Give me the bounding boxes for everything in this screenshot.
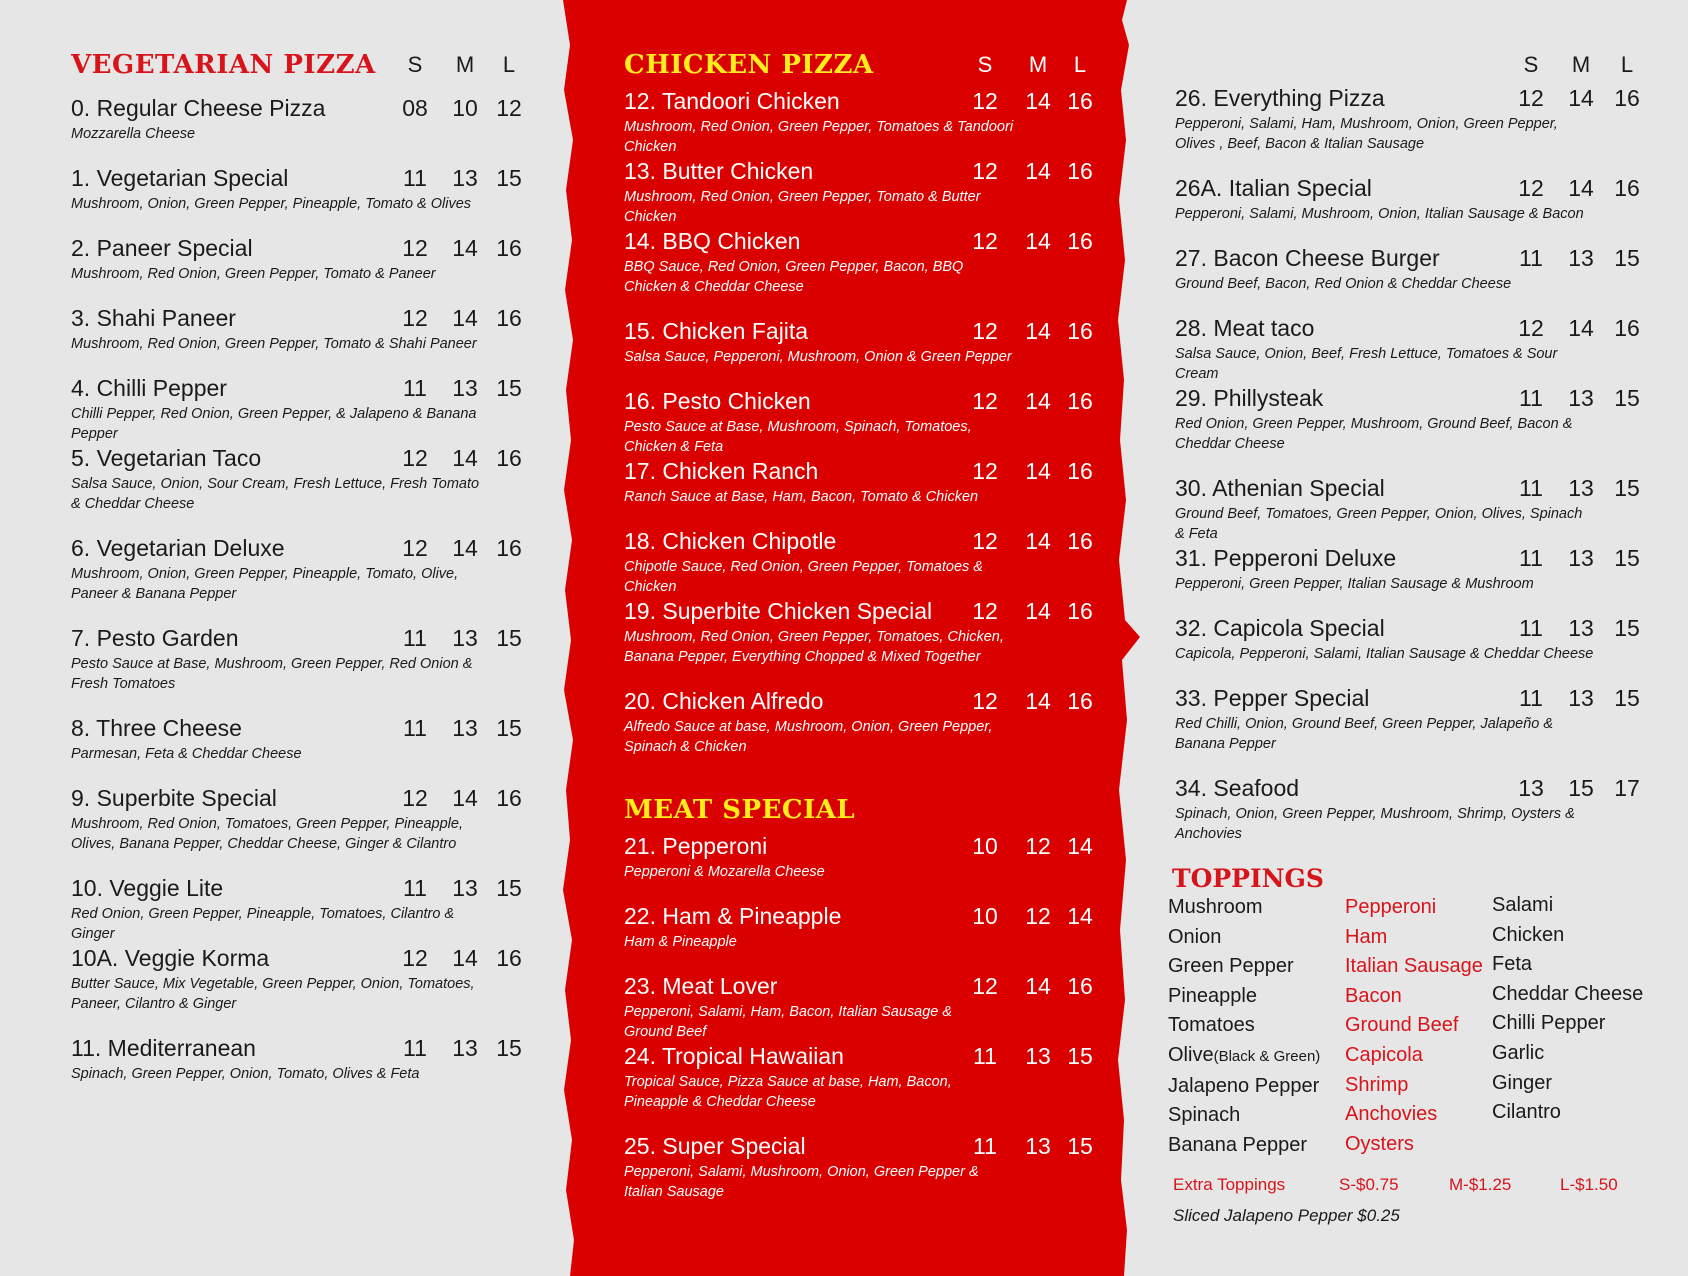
size-label-s: S bbox=[407, 52, 423, 77]
price-medium: 14 bbox=[1025, 388, 1051, 414]
item-name: 5. Vegetarian Taco bbox=[71, 445, 262, 471]
item-description: Mushroom, Red Onion, Green Pepper, Tomatoes & Tandoori Chicken bbox=[624, 119, 1014, 155]
item-description: Ground Beef, Bacon, Red Onion & Cheddar Cheese bbox=[1175, 276, 1512, 292]
price-medium: 13 bbox=[452, 875, 478, 901]
price-small: 10 bbox=[972, 833, 998, 859]
extra-price-small: S-$0.75 bbox=[1339, 1175, 1399, 1194]
item-name: 18. Chicken Chipotle bbox=[624, 528, 837, 554]
price-large: 15 bbox=[1614, 475, 1640, 501]
item-description: Pepperoni, Salami, Mushroom, Onion, Italian Sausage & Bacon bbox=[1175, 206, 1584, 222]
item-description: Alfredo Sauce at base, Mushroom, Onion, Green Pepper, Spinach & Chicken bbox=[624, 719, 993, 755]
topping-label: Olive bbox=[1168, 1043, 1214, 1066]
topping-label: Onion bbox=[1168, 925, 1222, 948]
price-large: 16 bbox=[496, 305, 522, 331]
item-name: 14. BBQ Chicken bbox=[624, 228, 801, 254]
topping-label: Pepperoni bbox=[1345, 896, 1437, 918]
price-medium: 12 bbox=[1025, 903, 1051, 929]
topping-label: Pineapple bbox=[1168, 984, 1257, 1007]
price-large: 15 bbox=[496, 715, 522, 741]
topping-item bbox=[1492, 980, 1643, 1010]
price-small: 11 bbox=[403, 165, 427, 191]
item-description: Pepperoni, Salami, Ham, Mushroom, Onion, Green Pepper, Olives , Beef, Bacon & Italian Sausage bbox=[1175, 116, 1558, 152]
item-description: Pepperoni, Salami, Ham, Bacon, Italian Sausage & Ground Beef bbox=[624, 1004, 953, 1040]
toppings-column-2 bbox=[1345, 893, 1483, 1159]
item-name: 32. Capicola Special bbox=[1175, 615, 1385, 641]
item-name: 20. Chicken Alfredo bbox=[624, 688, 824, 714]
price-small: 11 bbox=[1519, 545, 1543, 571]
price-large: 16 bbox=[1067, 598, 1093, 624]
price-medium: 14 bbox=[1025, 688, 1051, 714]
price-small: 12 bbox=[402, 305, 428, 331]
topping-item bbox=[1492, 1009, 1643, 1039]
topping-label: Tomatoes bbox=[1168, 1014, 1255, 1037]
item-name: 34. Seafood bbox=[1175, 775, 1300, 801]
item-name: 24. Tropical Hawaiian bbox=[624, 1043, 844, 1069]
price-large: 16 bbox=[1067, 528, 1093, 554]
price-medium: 14 bbox=[1025, 88, 1051, 114]
topping-label: Oysters bbox=[1345, 1132, 1414, 1155]
topping-item bbox=[1492, 921, 1643, 951]
item-description: Ranch Sauce at Base, Ham, Bacon, Tomato & Chicken bbox=[624, 489, 979, 505]
toppings-column-1 bbox=[1168, 893, 1320, 1160]
item-name: 28. Meat taco bbox=[1175, 315, 1315, 341]
price-large: 16 bbox=[1067, 158, 1093, 184]
price-small: 12 bbox=[972, 158, 998, 184]
price-large: 15 bbox=[1067, 1133, 1093, 1159]
price-medium: 14 bbox=[452, 945, 478, 971]
topping-label: Garlic bbox=[1492, 1041, 1545, 1064]
topping-item bbox=[1168, 1011, 1320, 1041]
price-small: 11 bbox=[403, 375, 427, 401]
price-medium: 14 bbox=[1568, 85, 1594, 111]
price-medium: 14 bbox=[452, 235, 478, 261]
item-name: 23. Meat Lover bbox=[624, 973, 778, 999]
topping-label: Salami bbox=[1492, 894, 1554, 916]
item-description: Salsa Sauce, Onion, Sour Cream, Fresh Lettuce, Fresh Tomato & Cheddar Cheese bbox=[71, 476, 480, 512]
price-small: 11 bbox=[403, 715, 427, 741]
topping-label: Ham bbox=[1345, 925, 1388, 948]
topping-label: Banana Pepper bbox=[1168, 1133, 1308, 1156]
specials-header bbox=[1175, 50, 1645, 90]
price-large: 14 bbox=[1067, 903, 1093, 929]
price-small: 12 bbox=[972, 88, 998, 114]
topping-item bbox=[1168, 893, 1320, 923]
topping-item bbox=[1168, 923, 1320, 953]
extra-toppings-label: Extra Toppings bbox=[1173, 1175, 1286, 1194]
topping-item bbox=[1345, 923, 1483, 953]
item-name: 19. Superbite Chicken Special bbox=[624, 598, 933, 624]
item-description: Chilli Pepper, Red Onion, Green Pepper, & Jalapeno & Banana Pepper bbox=[71, 406, 477, 442]
item-description: Pepperoni, Salami, Mushroom, Onion, Green Pepper & Italian Sausage bbox=[624, 1164, 979, 1200]
price-large: 16 bbox=[496, 785, 522, 811]
price-large: 15 bbox=[496, 625, 522, 651]
size-label-l: L bbox=[502, 52, 516, 77]
item-description: Salsa Sauce, Onion, Beef, Fresh Lettuce, Tomatoes & Sour Cream bbox=[1175, 346, 1558, 382]
price-medium: 13 bbox=[1568, 615, 1594, 641]
size-label-s: S bbox=[1523, 52, 1539, 77]
size-label-m: M bbox=[1028, 52, 1048, 77]
item-name: 30. Athenian Special bbox=[1175, 475, 1385, 501]
price-medium: 14 bbox=[1025, 973, 1051, 999]
price-medium: 14 bbox=[1025, 458, 1051, 484]
item-description: Mushroom, Red Onion, Green Pepper, Tomatoes, Chicken, Banana Pepper, Everything Chopped & Mixed Together bbox=[624, 629, 1004, 665]
topping-label: Cilantro bbox=[1492, 1101, 1561, 1124]
item-name: 3. Shahi Paneer bbox=[71, 305, 236, 331]
price-medium: 13 bbox=[452, 1035, 478, 1061]
topping-label: Anchovies bbox=[1345, 1103, 1438, 1126]
price-medium: 14 bbox=[452, 785, 478, 811]
price-small: 12 bbox=[972, 388, 998, 414]
item-description: Pesto Sauce at Base, Mushroom, Spinach, Tomatoes, Chicken & Feta bbox=[624, 419, 972, 455]
price-medium: 15 bbox=[1568, 775, 1594, 801]
vegetarian-header bbox=[71, 50, 531, 90]
topping-item bbox=[1492, 1069, 1643, 1099]
price-medium: 12 bbox=[1025, 833, 1051, 859]
price-large: 17 bbox=[1614, 775, 1640, 801]
topping-label: Italian Sausage bbox=[1345, 955, 1483, 978]
price-large: 16 bbox=[1067, 318, 1093, 344]
price-medium: 14 bbox=[1025, 528, 1051, 554]
price-small: 11 bbox=[403, 875, 427, 901]
price-large: 15 bbox=[1067, 1043, 1093, 1069]
item-name: 13. Butter Chicken bbox=[624, 158, 814, 184]
price-medium: 14 bbox=[452, 305, 478, 331]
item-description: Spinach, Green Pepper, Onion, Tomato, Olives & Feta bbox=[71, 1066, 420, 1082]
topping-label: Bacon bbox=[1345, 984, 1402, 1007]
item-description: BBQ Sauce, Red Onion, Green Pepper, Bacon, BBQ Chicken & Cheddar Cheese bbox=[624, 259, 964, 295]
olive-note: (Black & Green) bbox=[1213, 1047, 1321, 1065]
item-description: Red Onion, Green Pepper, Pineapple, Tomatoes, Cilantro & Ginger bbox=[71, 906, 455, 942]
price-small: 11 bbox=[973, 1043, 997, 1069]
price-small: 12 bbox=[402, 235, 428, 261]
price-small: 11 bbox=[1519, 245, 1543, 271]
extra-price-medium: M-$1.25 bbox=[1449, 1175, 1512, 1194]
price-large: 14 bbox=[1067, 833, 1093, 859]
price-medium: 13 bbox=[452, 715, 478, 741]
price-medium: 14 bbox=[1025, 318, 1051, 344]
item-description: Mozzarella Cheese bbox=[71, 126, 196, 142]
toppings-title: TOPPINGS bbox=[1172, 864, 1324, 893]
item-description: Mushroom, Red Onion, Green Pepper, Tomato & Shahi Paneer bbox=[71, 336, 477, 352]
item-name: 8. Three Cheese bbox=[71, 715, 242, 741]
price-small: 08 bbox=[402, 95, 428, 121]
item-name: 29. Phillysteak bbox=[1175, 385, 1324, 411]
price-small: 12 bbox=[402, 445, 428, 471]
item-name: 21. Pepperoni bbox=[624, 833, 768, 859]
item-description: Mushroom, Red Onion, Green Pepper, Tomato & Butter Chicken bbox=[624, 189, 981, 225]
price-small: 12 bbox=[972, 458, 998, 484]
item-name: 25. Super Special bbox=[624, 1133, 806, 1159]
item-description: Red Onion, Green Pepper, Mushroom, Ground Beef, Bacon & Cheddar Cheese bbox=[1175, 416, 1573, 452]
item-description: Salsa Sauce, Pepperoni, Mushroom, Onion & Green Pepper bbox=[624, 349, 1012, 365]
price-large: 12 bbox=[496, 95, 522, 121]
price-large: 16 bbox=[1067, 228, 1093, 254]
item-name: 7. Pesto Garden bbox=[71, 625, 239, 651]
section-title: MEAT SPECIAL bbox=[624, 795, 856, 825]
price-medium: 14 bbox=[1025, 158, 1051, 184]
topping-label: Shrimp bbox=[1345, 1073, 1409, 1096]
size-label-m: M bbox=[455, 52, 475, 77]
item-name: 26A. Italian Special bbox=[1175, 175, 1372, 201]
topping-item bbox=[1492, 891, 1643, 921]
topping-item bbox=[1345, 1011, 1483, 1041]
topping-label: Ground Beef bbox=[1345, 1014, 1459, 1037]
sliced-jalapeno-price: Sliced Jalapeno Pepper $0.25 bbox=[1173, 1206, 1400, 1225]
price-medium: 14 bbox=[452, 535, 478, 561]
topping-item bbox=[1345, 1071, 1483, 1101]
topping-item bbox=[1168, 1101, 1320, 1131]
price-medium: 13 bbox=[1568, 545, 1594, 571]
item-name: 31. Pepperoni Deluxe bbox=[1175, 545, 1397, 571]
price-medium: 13 bbox=[1568, 685, 1594, 711]
price-medium: 10 bbox=[452, 95, 478, 121]
toppings-column-3 bbox=[1492, 891, 1643, 1128]
price-large: 15 bbox=[1614, 615, 1640, 641]
price-small: 10 bbox=[972, 903, 998, 929]
price-medium: 13 bbox=[1568, 475, 1594, 501]
item-name: 10A. Veggie Korma bbox=[71, 945, 270, 971]
price-medium: 14 bbox=[1025, 228, 1051, 254]
size-label-l: L bbox=[1073, 52, 1087, 77]
price-medium: 13 bbox=[452, 375, 478, 401]
size-label-m: M bbox=[1571, 52, 1591, 77]
topping-item bbox=[1168, 982, 1320, 1012]
price-large: 15 bbox=[1614, 245, 1640, 271]
price-small: 12 bbox=[972, 528, 998, 554]
topping-item bbox=[1168, 1131, 1320, 1161]
item-description: Mushroom, Red Onion, Green Pepper, Tomato & Paneer bbox=[71, 266, 436, 282]
topping-item bbox=[1492, 1098, 1643, 1128]
item-name: 33. Pepper Special bbox=[1175, 685, 1370, 711]
item-name: 15. Chicken Fajita bbox=[624, 318, 809, 344]
item-description: Spinach, Onion, Green Pepper, Mushroom, Shrimp, Oysters & Anchovies bbox=[1175, 806, 1575, 842]
price-medium: 13 bbox=[1568, 245, 1594, 271]
item-name: 6. Vegetarian Deluxe bbox=[71, 535, 285, 561]
price-small: 11 bbox=[1519, 685, 1543, 711]
topping-item bbox=[1345, 982, 1483, 1012]
topping-label: Capicola bbox=[1345, 1043, 1423, 1066]
price-medium: 14 bbox=[1568, 315, 1594, 341]
topping-label: Jalapeno Pepper bbox=[1168, 1074, 1320, 1097]
price-large: 16 bbox=[1067, 388, 1093, 414]
price-small: 13 bbox=[1518, 775, 1544, 801]
extra-price-large: L-$1.50 bbox=[1560, 1175, 1618, 1194]
topping-item bbox=[1168, 1072, 1320, 1102]
topping-label: Ginger bbox=[1492, 1071, 1553, 1094]
size-label-s: S bbox=[977, 52, 993, 77]
price-medium: 14 bbox=[1025, 598, 1051, 624]
price-small: 12 bbox=[972, 973, 998, 999]
topping-item bbox=[1345, 1100, 1483, 1130]
price-small: 12 bbox=[1518, 315, 1544, 341]
price-medium: 13 bbox=[452, 165, 478, 191]
item-name: 10. Veggie Lite bbox=[71, 875, 224, 901]
item-description: Tropical Sauce, Pizza Sauce at base, Ham, Bacon, Pineapple & Cheddar Cheese bbox=[624, 1074, 952, 1110]
item-description: Butter Sauce, Mix Vegetable, Green Pepper, Onion, Tomatoes, Paneer, Cilantro & Ginger bbox=[71, 976, 475, 1012]
item-description: Pesto Sauce at Base, Mushroom, Green Pepper, Red Onion & Fresh Tomatoes bbox=[71, 656, 473, 692]
topping-label: Mushroom bbox=[1168, 896, 1263, 918]
section-title: CHICKEN PIZZA bbox=[624, 50, 874, 80]
price-large: 16 bbox=[496, 235, 522, 261]
price-small: 11 bbox=[403, 1035, 427, 1061]
price-large: 16 bbox=[496, 945, 522, 971]
price-small: 11 bbox=[1519, 615, 1543, 641]
item-description: Pepperoni, Green Pepper, Italian Sausage & Mushroom bbox=[1175, 576, 1534, 592]
topping-item bbox=[1168, 952, 1320, 982]
topping-label: Spinach bbox=[1168, 1104, 1241, 1127]
price-small: 12 bbox=[402, 535, 428, 561]
price-medium: 13 bbox=[1568, 385, 1594, 411]
size-label-l: L bbox=[1620, 52, 1634, 77]
item-name: 22. Ham & Pineapple bbox=[624, 903, 842, 929]
item-name: 4. Chilli Pepper bbox=[71, 375, 227, 401]
price-large: 16 bbox=[1067, 88, 1093, 114]
price-medium: 13 bbox=[1025, 1043, 1051, 1069]
topping-item bbox=[1345, 952, 1483, 982]
item-description: Ham & Pineapple bbox=[624, 934, 737, 950]
item-description: Chipotle Sauce, Red Onion, Green Pepper, Tomatoes & Chicken bbox=[624, 559, 983, 595]
price-large: 16 bbox=[1614, 175, 1640, 201]
price-large: 16 bbox=[1614, 315, 1640, 341]
price-medium: 14 bbox=[1568, 175, 1594, 201]
topping-label: Feta bbox=[1492, 953, 1533, 976]
price-large: 15 bbox=[1614, 385, 1640, 411]
item-name: 17. Chicken Ranch bbox=[624, 458, 819, 484]
price-small: 11 bbox=[973, 1133, 997, 1159]
item-name: 2. Paneer Special bbox=[71, 235, 253, 261]
price-small: 12 bbox=[972, 228, 998, 254]
price-small: 12 bbox=[972, 318, 998, 344]
price-large: 15 bbox=[496, 375, 522, 401]
item-name: 16. Pesto Chicken bbox=[624, 388, 811, 414]
price-medium: 13 bbox=[452, 625, 478, 651]
price-large: 16 bbox=[496, 445, 522, 471]
price-large: 15 bbox=[496, 875, 522, 901]
topping-item bbox=[1345, 1130, 1483, 1160]
chicken-header bbox=[624, 50, 1094, 90]
topping-item bbox=[1492, 1039, 1643, 1069]
topping-label: Chicken bbox=[1492, 923, 1565, 946]
item-name: 12. Tandoori Chicken bbox=[624, 88, 840, 114]
topping-item bbox=[1345, 893, 1483, 923]
item-name: 11. Mediterranean bbox=[71, 1035, 256, 1061]
topping-label: Green Pepper bbox=[1168, 955, 1294, 978]
price-small: 12 bbox=[1518, 85, 1544, 111]
section-title: VEGETARIAN PIZZA bbox=[71, 50, 376, 80]
item-description: Mushroom, Onion, Green Pepper, Pineapple, Tomato & Olives bbox=[71, 196, 472, 212]
price-large: 16 bbox=[1614, 85, 1640, 111]
item-description: Mushroom, Red Onion, Tomatoes, Green Pepper, Pineapple, Olives, Banana Pepper, Cheddar Cheese, Ginger & Cilantro bbox=[71, 816, 463, 852]
price-large: 16 bbox=[1067, 458, 1093, 484]
price-large: 16 bbox=[1067, 973, 1093, 999]
item-name: 1. Vegetarian Special bbox=[71, 165, 289, 191]
price-large: 15 bbox=[1614, 685, 1640, 711]
topping-item bbox=[1345, 1041, 1483, 1071]
topping-label: Chilli Pepper bbox=[1492, 1012, 1606, 1035]
item-name: 27. Bacon Cheese Burger bbox=[1175, 245, 1440, 271]
item-description: Ground Beef, Tomatoes, Green Pepper, Onion, Olives, Spinach & Feta bbox=[1175, 506, 1583, 542]
price-small: 11 bbox=[1519, 475, 1543, 501]
price-small: 11 bbox=[403, 625, 427, 651]
price-small: 12 bbox=[402, 945, 428, 971]
item-description: Parmesan, Feta & Cheddar Cheese bbox=[71, 746, 302, 762]
price-large: 15 bbox=[496, 165, 522, 191]
meat-header bbox=[624, 795, 1094, 835]
item-name: 26. Everything Pizza bbox=[1175, 85, 1385, 111]
item-name: 9. Superbite Special bbox=[71, 785, 277, 811]
price-medium: 13 bbox=[1025, 1133, 1051, 1159]
item-description: Pepperoni & Mozarella Cheese bbox=[624, 864, 825, 880]
price-small: 11 bbox=[1519, 385, 1543, 411]
price-large: 16 bbox=[1067, 688, 1093, 714]
price-large: 16 bbox=[496, 535, 522, 561]
topping-item bbox=[1168, 1041, 1320, 1072]
topping-label: Cheddar Cheese bbox=[1492, 982, 1644, 1005]
item-name: 0. Regular Cheese Pizza bbox=[71, 95, 326, 121]
price-small: 12 bbox=[972, 598, 998, 624]
price-small: 12 bbox=[1518, 175, 1544, 201]
price-small: 12 bbox=[402, 785, 428, 811]
item-description: Red Chilli, Onion, Ground Beef, Green Pepper, Jalapeño & Banana Pepper bbox=[1175, 716, 1554, 752]
item-description: Capicola, Pepperoni, Salami, Italian Sausage & Cheddar Cheese bbox=[1175, 646, 1594, 662]
item-description: Mushroom, Onion, Green Pepper, Pineapple, Tomato, Olive, Paneer & Banana Pepper bbox=[71, 566, 459, 602]
price-large: 15 bbox=[1614, 545, 1640, 571]
price-large: 15 bbox=[496, 1035, 522, 1061]
price-medium: 14 bbox=[452, 445, 478, 471]
price-small: 12 bbox=[972, 688, 998, 714]
topping-item bbox=[1492, 950, 1643, 980]
